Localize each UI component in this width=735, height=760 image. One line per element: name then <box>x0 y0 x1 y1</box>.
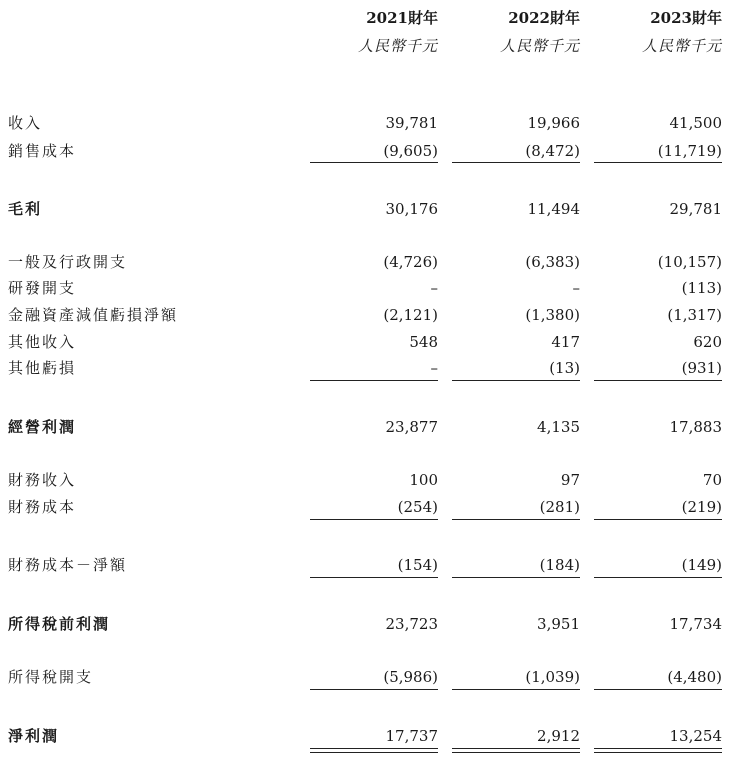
value-2022: (13) <box>549 359 580 377</box>
value-2022: 4,135 <box>537 418 580 436</box>
value-2021: 23,877 <box>385 418 438 436</box>
value-2023: 70 <box>702 471 722 489</box>
value-2021: (254) <box>397 498 438 516</box>
row-label: 其他虧損 <box>8 359 77 377</box>
column-header-2021 <box>278 8 438 56</box>
value-2023: (149) <box>681 556 722 574</box>
value-2023: (4,480) <box>667 668 722 686</box>
value-2022: (281) <box>539 498 580 516</box>
value-2022: 2,912 <box>537 727 580 745</box>
value-2023: 620 <box>693 333 722 351</box>
value-2023: (113) <box>681 279 722 297</box>
table-row-net-profit <box>0 725 735 747</box>
row-label: 銷售成本 <box>8 142 77 160</box>
table-row-other-losses <box>0 357 735 379</box>
row-label: 財務成本 <box>8 498 77 516</box>
value-2023: 41,500 <box>669 114 722 132</box>
value-2022: (8,472) <box>525 142 580 160</box>
value-2021: 23,723 <box>385 615 438 633</box>
row-label: 金融資產減值虧損淨額 <box>8 306 179 324</box>
subtotal-rule <box>310 577 438 578</box>
table-row-gross-profit <box>0 198 735 220</box>
value-2022: 11,494 <box>527 200 580 218</box>
subtotal-rule <box>594 577 722 578</box>
row-label: 經營利潤 <box>8 418 77 436</box>
row-label: 淨利潤 <box>8 727 60 745</box>
table-row-cost-of-sales <box>0 140 735 162</box>
row-label: 毛利 <box>8 200 43 218</box>
value-2021: 30,176 <box>385 200 438 218</box>
currency-unit: 人民幣千元 <box>499 37 580 55</box>
year-label: 2023財年 <box>650 9 722 27</box>
table-row-finance-income <box>0 469 735 491</box>
currency-unit: 人民幣千元 <box>641 37 722 55</box>
subtotal-rule <box>452 162 580 163</box>
row-label: 研發開支 <box>8 279 77 297</box>
value-2022: (6,383) <box>525 253 580 271</box>
value-2021: 39,781 <box>385 114 438 132</box>
value-2021: 548 <box>409 333 438 351</box>
value-2021: (154) <box>397 556 438 574</box>
table-row-revenue <box>0 112 735 134</box>
value-2021: (5,986) <box>383 668 438 686</box>
value-2023: 13,254 <box>669 727 722 745</box>
value-2023: 17,734 <box>669 615 722 633</box>
value-2022: 97 <box>560 471 580 489</box>
table-row-rd-expenses <box>0 277 735 299</box>
subtotal-rule <box>594 162 722 163</box>
year-label: 2022財年 <box>508 9 580 27</box>
subtotal-rule <box>594 689 722 690</box>
column-header-2023 <box>562 8 722 56</box>
value-2022: 3,951 <box>537 615 580 633</box>
total-double-rule <box>594 748 722 753</box>
value-2021: (2,121) <box>383 306 438 324</box>
row-label: 財務成本－淨額 <box>8 556 128 574</box>
value-2022: – <box>572 279 580 297</box>
row-label: 所得稅前利潤 <box>8 615 111 633</box>
value-2023: (11,719) <box>657 142 722 160</box>
value-2021: – <box>430 359 438 377</box>
value-2022: 417 <box>551 333 580 351</box>
currency-unit: 人民幣千元 <box>357 37 438 55</box>
value-2023: 17,883 <box>669 418 722 436</box>
value-2022: (184) <box>539 556 580 574</box>
subtotal-rule <box>452 689 580 690</box>
total-double-rule <box>310 748 438 753</box>
row-label: 一般及行政開支 <box>8 253 128 271</box>
value-2023: (1,317) <box>667 306 722 324</box>
table-row-other-income <box>0 331 735 353</box>
year-label: 2021財年 <box>366 9 438 27</box>
table-row-income-tax <box>0 666 735 688</box>
value-2022: 19,966 <box>527 114 580 132</box>
table-row-finance-costs <box>0 496 735 518</box>
total-double-rule <box>452 748 580 753</box>
subtotal-rule <box>310 380 438 381</box>
subtotal-rule <box>452 519 580 520</box>
table-row-operating-profit <box>0 416 735 438</box>
value-2022: (1,039) <box>525 668 580 686</box>
value-2023: 29,781 <box>669 200 722 218</box>
value-2021: 17,737 <box>385 727 438 745</box>
subtotal-rule <box>310 162 438 163</box>
row-label: 收入 <box>8 114 43 132</box>
table-row-impairment-losses <box>0 304 735 326</box>
subtotal-rule <box>452 577 580 578</box>
value-2021: 100 <box>409 471 438 489</box>
table-row-net-finance-costs <box>0 554 735 576</box>
row-label: 財務收入 <box>8 471 77 489</box>
value-2022: (1,380) <box>525 306 580 324</box>
value-2021: (4,726) <box>383 253 438 271</box>
column-header-2022 <box>420 8 580 56</box>
subtotal-rule <box>594 519 722 520</box>
subtotal-rule <box>310 519 438 520</box>
subtotal-rule <box>452 380 580 381</box>
row-label: 所得稅開支 <box>8 668 94 686</box>
value-2021: – <box>430 279 438 297</box>
value-2023: (931) <box>681 359 722 377</box>
table-row-profit-before-tax <box>0 613 735 635</box>
value-2023: (219) <box>681 498 722 516</box>
value-2023: (10,157) <box>657 253 722 271</box>
subtotal-rule <box>310 689 438 690</box>
value-2021: (9,605) <box>383 142 438 160</box>
subtotal-rule <box>594 380 722 381</box>
table-row-admin-expenses <box>0 251 735 273</box>
row-label: 其他收入 <box>8 333 77 351</box>
